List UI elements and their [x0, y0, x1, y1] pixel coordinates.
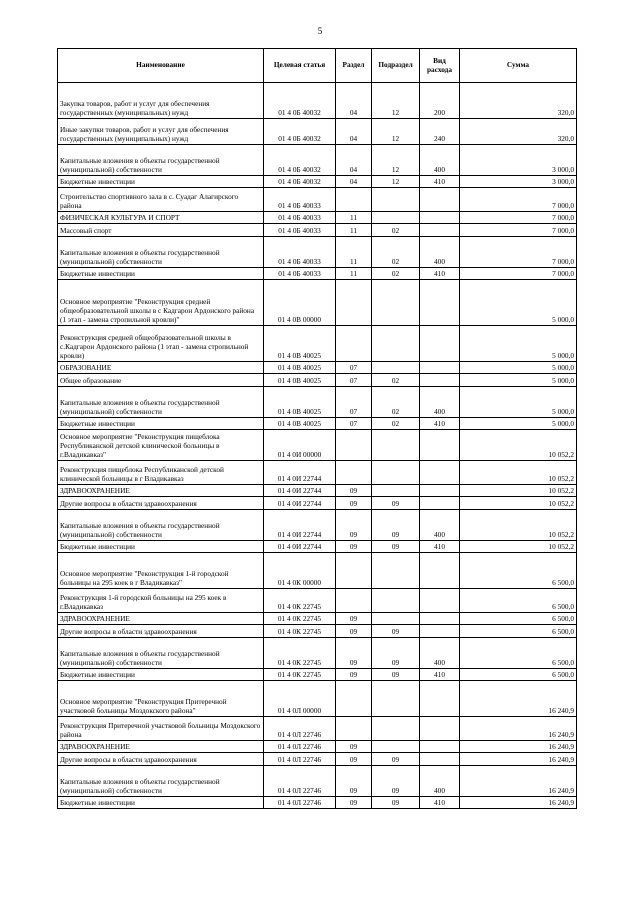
row-target-article: 01 4 0К 22745	[264, 625, 336, 638]
table-row	[58, 418, 577, 430]
row-name: Капитальные вложения в объекты государственной (муниципальной) собственности	[58, 145, 264, 176]
row-subsection: 12	[372, 145, 420, 176]
row-subsection	[372, 553, 420, 589]
row-section: 09	[336, 741, 372, 753]
row-subsection	[372, 613, 420, 625]
row-name: Бюджетные инвестиции	[58, 418, 264, 430]
row-expense-type: 200	[420, 83, 460, 119]
row-amount: 5 000,0	[460, 387, 577, 418]
row-expense-type	[420, 362, 460, 374]
table-row	[58, 188, 577, 212]
row-amount: 3 000,0	[460, 176, 577, 188]
row-name: Основное мероприятие "Реконструкция пищеблока Республиканской детской клинической больницы в г.Владикавказ"	[58, 430, 264, 461]
row-amount: 5 000,0	[460, 418, 577, 430]
row-amount: 5 000,0	[460, 362, 577, 374]
row-target-article: 01 4 0В 40025	[264, 326, 336, 362]
row-target-article: 01 4 0И 22744	[264, 485, 336, 497]
row-target-article: 01 4 0Б 40033	[264, 224, 336, 237]
header-target-article: Целевая статья	[264, 49, 336, 83]
row-section: 04	[336, 119, 372, 145]
row-amount: 10 052,2	[460, 541, 577, 553]
table-row	[58, 119, 577, 145]
row-amount: 6 500,0	[460, 613, 577, 625]
row-section: 07	[336, 387, 372, 418]
row-section: 07	[336, 418, 372, 430]
row-section: 09	[336, 669, 372, 681]
row-name: Бюджетные инвестиции	[58, 541, 264, 553]
row-name: Капитальные вложения в объекты государственной (муниципальной) собственности	[58, 638, 264, 669]
table-row	[58, 510, 577, 541]
row-target-article: 01 4 0К 22745	[264, 589, 336, 613]
row-section: 11	[336, 237, 372, 268]
row-name: Реконструкция 1-й городской больницы на 295 коек в г.Владикавказ	[58, 589, 264, 613]
row-subsection: 12	[372, 176, 420, 188]
row-name: Основное мероприятие "Реконструкция 1-й городской больницы на 295 коек в г Владикавказ"	[58, 553, 264, 589]
row-amount: 5 000,0	[460, 326, 577, 362]
row-amount: 6 500,0	[460, 669, 577, 681]
row-target-article: 01 4 0В 40025	[264, 387, 336, 418]
row-target-article: 01 4 0Л 00000	[264, 681, 336, 717]
row-expense-type: 400	[420, 638, 460, 669]
row-name: Другие вопросы в области здравоохранения	[58, 497, 264, 510]
row-name: Бюджетные инвестиции	[58, 669, 264, 681]
row-subsection	[372, 280, 420, 326]
table-row	[58, 741, 577, 753]
row-amount: 16 240,9	[460, 766, 577, 797]
row-expense-type: 410	[420, 669, 460, 681]
row-section	[336, 681, 372, 717]
table-row	[58, 430, 577, 461]
row-section	[336, 553, 372, 589]
row-name: Бюджетные инвестиции	[58, 797, 264, 809]
header-section: Раздел	[336, 49, 372, 83]
row-expense-type	[420, 613, 460, 625]
table-row	[58, 766, 577, 797]
row-section	[336, 461, 372, 485]
row-amount: 7 000,0	[460, 237, 577, 268]
table-row	[58, 461, 577, 485]
row-subsection: 02	[372, 224, 420, 237]
table-row	[58, 145, 577, 176]
row-expense-type: 400	[420, 766, 460, 797]
row-subsection	[372, 589, 420, 613]
row-target-article: 01 4 0И 22744	[264, 497, 336, 510]
row-name: ОБРАЗОВАНИЕ	[58, 362, 264, 374]
row-expense-type	[420, 461, 460, 485]
row-target-article: 01 4 0Л 22746	[264, 766, 336, 797]
row-name: Реконструкция Притеречной участковой больницы Моздокского района	[58, 717, 264, 741]
table-row	[58, 176, 577, 188]
table-row	[58, 83, 577, 119]
row-amount: 6 500,0	[460, 638, 577, 669]
row-name: ЗДРАВООХРАНЕНИЕ	[58, 613, 264, 625]
row-subsection: 02	[372, 418, 420, 430]
row-name: Реконструкция средней общеобразовательной школы в с.Кадгарон Ардонского района (1 этап - замена стропильной кровли)	[58, 326, 264, 362]
row-expense-type	[420, 497, 460, 510]
table-row	[58, 280, 577, 326]
row-target-article: 01 4 0В 00000	[264, 280, 336, 326]
row-amount: 5 000,0	[460, 280, 577, 326]
table-row	[58, 589, 577, 613]
row-expense-type	[420, 741, 460, 753]
row-section	[336, 717, 372, 741]
row-subsection: 09	[372, 638, 420, 669]
row-target-article: 01 4 0Л 22746	[264, 717, 336, 741]
row-amount: 10 052,2	[460, 497, 577, 510]
row-section: 07	[336, 374, 372, 387]
row-target-article: 01 4 0Б 40033	[264, 237, 336, 268]
row-amount: 7 000,0	[460, 224, 577, 237]
row-subsection	[372, 681, 420, 717]
row-subsection: 09	[372, 797, 420, 809]
row-expense-type	[420, 681, 460, 717]
row-subsection	[372, 326, 420, 362]
row-amount: 320,0	[460, 119, 577, 145]
row-expense-type: 410	[420, 176, 460, 188]
table-row	[58, 638, 577, 669]
row-section: 07	[336, 362, 372, 374]
row-amount: 7 000,0	[460, 212, 577, 224]
row-target-article: 01 4 0И 22744	[264, 510, 336, 541]
row-amount: 6 500,0	[460, 625, 577, 638]
row-subsection: 09	[372, 669, 420, 681]
row-expense-type	[420, 430, 460, 461]
row-section: 11	[336, 212, 372, 224]
table-row	[58, 797, 577, 809]
row-target-article: 01 4 0Л 22746	[264, 753, 336, 766]
row-name: Другие вопросы в области здравоохранения	[58, 753, 264, 766]
table-row	[58, 669, 577, 681]
row-name: Капитальные вложения в объекты государственной (муниципальной) собственности	[58, 510, 264, 541]
row-target-article: 01 4 0Б 40032	[264, 119, 336, 145]
row-name: Массовый спорт	[58, 224, 264, 237]
row-section: 09	[336, 485, 372, 497]
row-section: 09	[336, 766, 372, 797]
row-expense-type	[420, 485, 460, 497]
row-amount: 6 500,0	[460, 589, 577, 613]
row-name: Капитальные вложения в объекты государственной (муниципальной) собственности	[58, 766, 264, 797]
row-target-article: 01 4 0И 22744	[264, 541, 336, 553]
row-expense-type	[420, 188, 460, 212]
row-subsection	[372, 362, 420, 374]
row-expense-type	[420, 212, 460, 224]
header-name: Наименование	[58, 49, 264, 83]
header-expense-type: Вид расхода	[420, 49, 460, 83]
table-header-row	[58, 49, 577, 83]
row-target-article: 01 4 0В 40025	[264, 362, 336, 374]
row-subsection	[372, 212, 420, 224]
row-target-article: 01 4 0К 22745	[264, 669, 336, 681]
row-section: 09	[336, 541, 372, 553]
row-section: 04	[336, 176, 372, 188]
row-expense-type: 400	[420, 237, 460, 268]
row-expense-type	[420, 553, 460, 589]
row-name: Иные закупки товаров, работ и услуг для обеспечения государственных (муниципальных) нужд	[58, 119, 264, 145]
row-section: 11	[336, 224, 372, 237]
table-row	[58, 753, 577, 766]
table-row	[58, 326, 577, 362]
row-name: Другие вопросы в области здравоохранения	[58, 625, 264, 638]
row-amount: 7 000,0	[460, 268, 577, 280]
row-target-article: 01 4 0Б 40032	[264, 176, 336, 188]
table-row	[58, 485, 577, 497]
row-subsection: 09	[372, 625, 420, 638]
row-section: 04	[336, 145, 372, 176]
row-expense-type	[420, 589, 460, 613]
row-target-article: 01 4 0В 40025	[264, 374, 336, 387]
row-name: Основное мероприятие "Реконструкция средней общеобразовательной школы в с Кадгарон Ардонского района (1 этап - замена стропильной кровли)"	[58, 280, 264, 326]
page-number: 5	[317, 26, 323, 36]
table-row	[58, 374, 577, 387]
row-amount: 320,0	[460, 83, 577, 119]
row-amount: 16 240,9	[460, 717, 577, 741]
row-target-article: 01 4 0Б 40032	[264, 145, 336, 176]
row-expense-type: 410	[420, 541, 460, 553]
row-amount: 10 052,2	[460, 485, 577, 497]
row-name: ФИЗИЧЕСКАЯ КУЛЬТУРА И СПОРТ	[58, 212, 264, 224]
row-expense-type	[420, 625, 460, 638]
row-amount: 5 000,0	[460, 374, 577, 387]
table-row	[58, 541, 577, 553]
row-expense-type: 400	[420, 145, 460, 176]
row-subsection: 02	[372, 387, 420, 418]
row-subsection: 12	[372, 83, 420, 119]
row-section: 09	[336, 638, 372, 669]
row-section	[336, 326, 372, 362]
table-row	[58, 553, 577, 589]
row-expense-type: 400	[420, 387, 460, 418]
budget-table	[57, 48, 577, 809]
row-expense-type	[420, 224, 460, 237]
row-subsection	[372, 717, 420, 741]
table-row	[58, 613, 577, 625]
row-section: 09	[336, 625, 372, 638]
table-row	[58, 625, 577, 638]
table-row	[58, 212, 577, 224]
row-target-article: 01 4 0К 22745	[264, 638, 336, 669]
row-amount: 3 000,0	[460, 145, 577, 176]
row-name: Реконструкция пищеблока Республиканской детской клинической больницы в г Владикавказ	[58, 461, 264, 485]
row-target-article: 01 4 0К 22745	[264, 613, 336, 625]
row-subsection	[372, 741, 420, 753]
row-subsection: 02	[372, 374, 420, 387]
table-row	[58, 717, 577, 741]
row-target-article: 01 4 0И 00000	[264, 430, 336, 461]
row-section	[336, 280, 372, 326]
row-target-article: 01 4 0И 22744	[264, 461, 336, 485]
row-amount: 16 240,9	[460, 681, 577, 717]
row-subsection: 09	[372, 510, 420, 541]
row-amount: 10 052,2	[460, 430, 577, 461]
row-target-article: 01 4 0Л 22746	[264, 797, 336, 809]
row-subsection: 09	[372, 766, 420, 797]
row-name: Капитальные вложения в объекты государственной (муниципальной) собственности	[58, 387, 264, 418]
row-section: 04	[336, 83, 372, 119]
row-section: 09	[336, 497, 372, 510]
row-section: 09	[336, 797, 372, 809]
row-expense-type	[420, 717, 460, 741]
row-name: Капитальные вложения в объекты государственной (муниципальной) собственности	[58, 237, 264, 268]
row-expense-type	[420, 326, 460, 362]
row-name: ЗДРАВООХРАНЕНИЕ	[58, 485, 264, 497]
table-row	[58, 237, 577, 268]
row-section	[336, 589, 372, 613]
row-name: ЗДРАВООХРАНЕНИЕ	[58, 741, 264, 753]
row-expense-type	[420, 374, 460, 387]
row-name: Основное мероприятие "Реконструкция Притеречной участковой больницы Моздокского района"	[58, 681, 264, 717]
table-row	[58, 387, 577, 418]
row-amount: 6 500,0	[460, 553, 577, 589]
row-expense-type: 240	[420, 119, 460, 145]
row-amount: 10 052,2	[460, 461, 577, 485]
row-expense-type: 400	[420, 510, 460, 541]
row-amount: 10 052,2	[460, 510, 577, 541]
row-section	[336, 430, 372, 461]
row-section	[336, 188, 372, 212]
row-subsection: 02	[372, 237, 420, 268]
table-row	[58, 268, 577, 280]
row-amount: 16 240,9	[460, 753, 577, 766]
row-subsection	[372, 485, 420, 497]
row-target-article: 01 4 0Б 40033	[264, 268, 336, 280]
row-section: 09	[336, 510, 372, 541]
row-target-article: 01 4 0Б 40033	[264, 188, 336, 212]
row-target-article: 01 4 0В 40025	[264, 418, 336, 430]
header-subsection: Подраздел	[372, 49, 420, 83]
row-subsection: 02	[372, 268, 420, 280]
header-amount: Сумма	[460, 49, 577, 83]
row-subsection: 09	[372, 497, 420, 510]
row-amount: 16 240,9	[460, 797, 577, 809]
row-target-article: 01 4 0Л 22746	[264, 741, 336, 753]
table-row	[58, 224, 577, 237]
row-amount: 16 240,9	[460, 741, 577, 753]
row-target-article: 01 4 0Б 40033	[264, 212, 336, 224]
row-subsection	[372, 430, 420, 461]
row-expense-type: 410	[420, 268, 460, 280]
row-name: Общее образование	[58, 374, 264, 387]
table-row	[58, 362, 577, 374]
row-name: Бюджетные инвестиции	[58, 176, 264, 188]
row-subsection: 09	[372, 753, 420, 766]
row-name: Закупка товаров, работ и услуг для обеспечения государственных (муниципальных) нужд	[58, 83, 264, 119]
row-amount: 7 000,0	[460, 188, 577, 212]
table-row	[58, 497, 577, 510]
row-target-article: 01 4 0К 00000	[264, 553, 336, 589]
row-subsection: 12	[372, 119, 420, 145]
row-subsection: 09	[372, 541, 420, 553]
row-expense-type	[420, 280, 460, 326]
row-section: 09	[336, 613, 372, 625]
table-row	[58, 681, 577, 717]
row-expense-type: 410	[420, 797, 460, 809]
row-section: 09	[336, 753, 372, 766]
row-subsection	[372, 188, 420, 212]
row-target-article: 01 4 0Б 40032	[264, 83, 336, 119]
row-name: Бюджетные инвестиции	[58, 268, 264, 280]
row-expense-type: 410	[420, 418, 460, 430]
row-section: 11	[336, 268, 372, 280]
row-name: Строительство спортивного зала в с. Суадаг Алагирского района	[58, 188, 264, 212]
row-subsection	[372, 461, 420, 485]
row-expense-type	[420, 753, 460, 766]
table-body	[58, 83, 577, 809]
